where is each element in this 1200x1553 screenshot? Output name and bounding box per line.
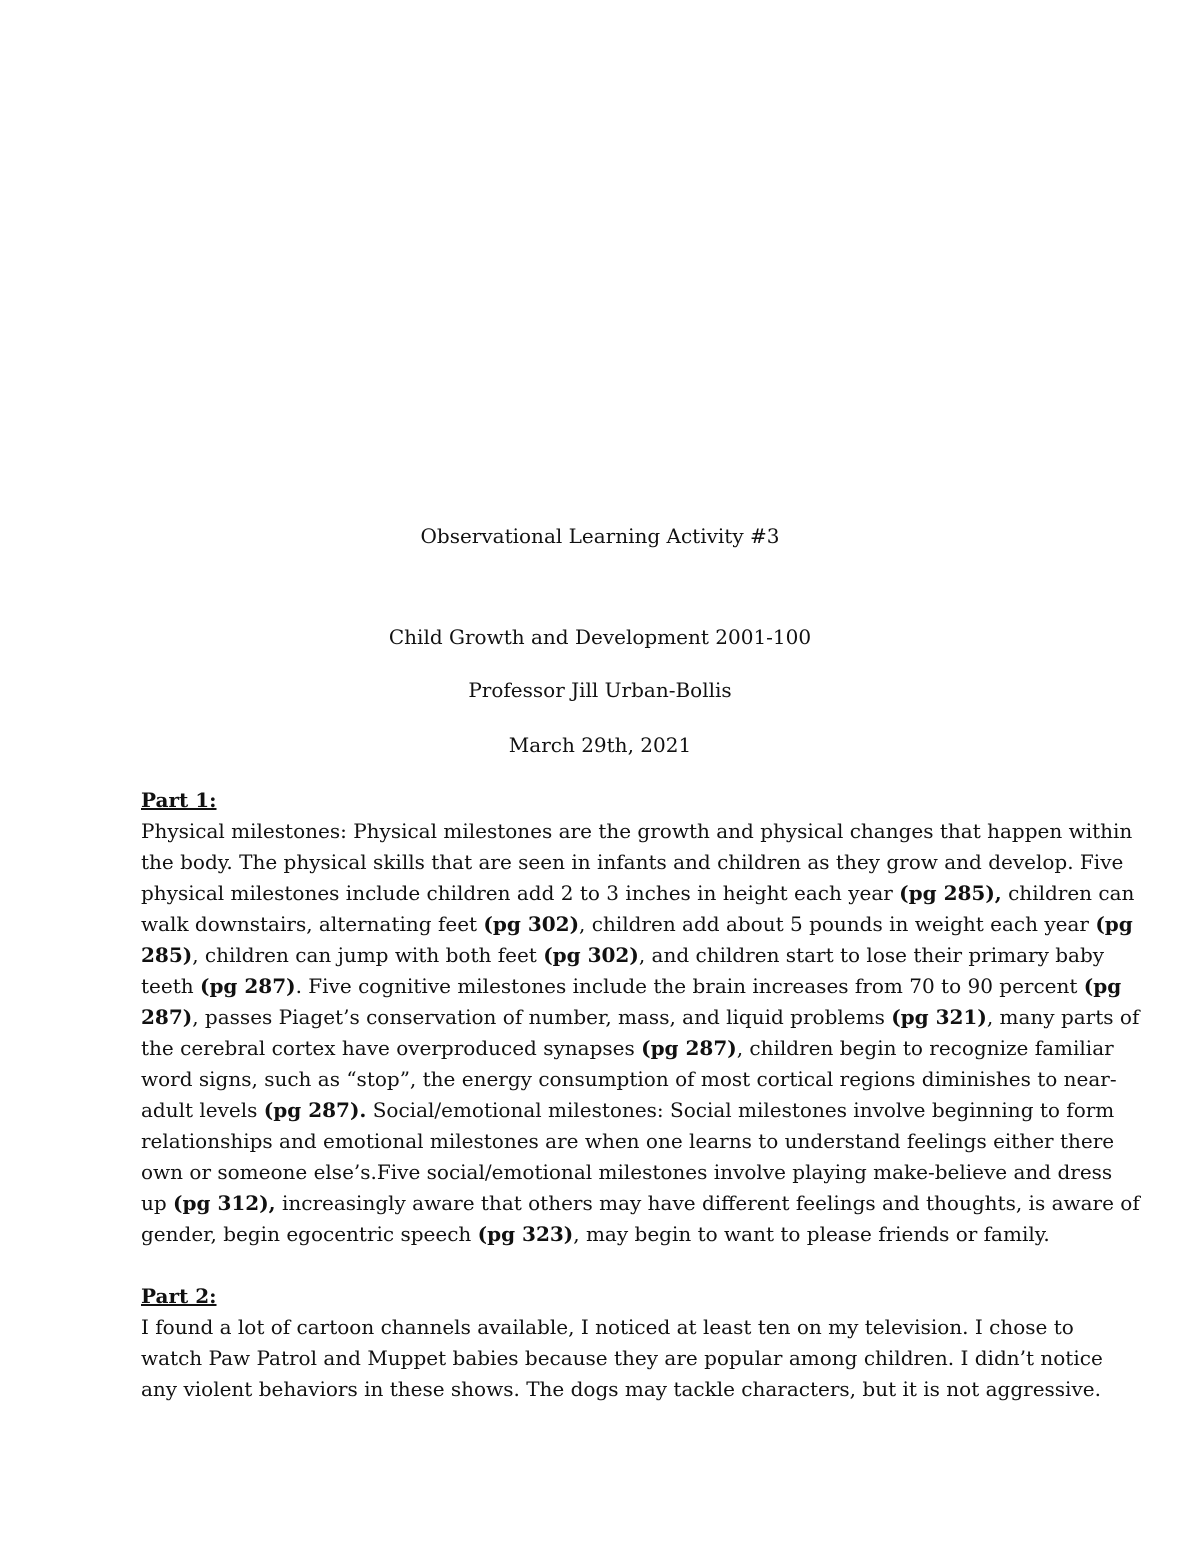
line-text: teeth xyxy=(141,974,200,998)
line-text: word signs, such as “stop”, the energy consumption of most cortical regions diminishes to near- xyxy=(141,1067,1117,1091)
page-citation: (pg 287) xyxy=(199,974,296,998)
part-1-heading: Part 1: xyxy=(141,788,217,812)
paragraph-line xyxy=(141,1033,1114,1064)
paragraph-line xyxy=(141,971,1122,1002)
page-citation: 287) xyxy=(141,1005,193,1029)
line-text: , may begin to want to please friends or family. xyxy=(573,1222,1050,1246)
paragraph-line xyxy=(141,816,1133,847)
page-citation: (pg 302) xyxy=(543,943,639,967)
line-text: the body. The physical skills that are seen in infants and children as they grow and develop. Five xyxy=(141,850,1124,874)
line-text: gender, begin egocentric speech xyxy=(141,1222,478,1246)
line-text: , children can jump with both feet xyxy=(192,943,544,967)
line-text: , children add about 5 pounds in weight each year xyxy=(579,912,1096,936)
page-citation: (pg 285), xyxy=(899,881,1002,905)
paragraph-line xyxy=(141,878,1135,909)
paragraph-line xyxy=(141,1188,1140,1219)
paragraph-line xyxy=(141,1219,1061,1250)
part-2-heading: Part 2: xyxy=(141,1284,217,1308)
part-2-body xyxy=(141,1312,1103,1405)
document-title: Observational Learning Activity #3 xyxy=(420,524,780,548)
paragraph-line xyxy=(141,847,1124,878)
line-text: walk downstairs, alternating feet xyxy=(141,912,484,936)
page-citation: (pg xyxy=(1083,974,1122,998)
paragraph-line xyxy=(141,1312,1074,1343)
part-1-body xyxy=(141,816,1140,1250)
line-text: relationships and emotional milestones are when one learns to understand feelings either there xyxy=(141,1129,1115,1153)
line-text: Social/emotional milestones: Social milestones involve beginning to form xyxy=(366,1098,1115,1122)
submission-date: March 29th, 2021 xyxy=(508,733,692,757)
line-text: the cerebral cortex have overproduced synapses xyxy=(141,1036,642,1060)
part-1-section xyxy=(141,786,1140,1250)
line-text: . Five cognitive milestones include the brain increases from 70 to 90 percent xyxy=(295,974,1084,998)
line-text: physical milestones include children add 2 to 3 inches in height each year xyxy=(141,881,900,905)
line-text: , many parts of xyxy=(986,1005,1140,1029)
professor-name: Professor Jill Urban-Bollis xyxy=(468,678,732,702)
paragraph-line xyxy=(141,1002,1140,1033)
line-text: I found a lot of cartoon channels available, I noticed at least ten on my television. I chose to xyxy=(141,1315,1074,1339)
paragraph-line xyxy=(141,1064,1117,1095)
page-citation: (pg 287). xyxy=(263,1098,367,1122)
paragraph-line xyxy=(141,909,1133,940)
page-citation: (pg 323) xyxy=(477,1222,574,1246)
line-text: adult levels xyxy=(141,1098,264,1122)
line-text: increasingly aware that others may have different feelings and thoughts, is aware of xyxy=(275,1191,1140,1215)
line-text: Physical milestones: Physical milestones are the growth and physical changes that happen within xyxy=(141,819,1133,843)
paragraph-line xyxy=(141,1095,1115,1126)
line-text: , children begin to recognize familiar xyxy=(736,1036,1114,1060)
page-citation: 285) xyxy=(141,943,193,967)
paragraph-line xyxy=(141,1157,1113,1188)
page-citation: (pg xyxy=(1095,912,1133,936)
page-citation: (pg 321) xyxy=(891,1005,987,1029)
course-name: Child Growth and Development 2001-100 xyxy=(388,625,812,649)
paragraph-line xyxy=(141,1343,1103,1374)
paragraph-line xyxy=(141,940,1105,971)
paragraph-line xyxy=(141,1126,1115,1157)
line-text: own or someone else’s.Five social/emotional milestones involve playing make-believe and dress xyxy=(141,1160,1113,1184)
line-text: , passes Piaget’s conservation of number, mass, and liquid problems xyxy=(192,1005,892,1029)
line-text: , and children start to lose their primary baby xyxy=(638,943,1105,967)
page-citation: (pg 302) xyxy=(483,912,580,936)
paragraph-line xyxy=(141,1374,1101,1405)
page-citation: (pg 287) xyxy=(641,1036,737,1060)
line-text: children can xyxy=(1001,881,1135,905)
line-text: any violent behaviors in these shows. The dogs may tackle characters, but it is not aggressive. xyxy=(141,1377,1101,1401)
line-text: up xyxy=(141,1191,174,1215)
page-citation: (pg 312), xyxy=(173,1191,276,1215)
part-2-section xyxy=(141,1282,1103,1405)
line-text: watch Paw Patrol and Muppet babies because they are popular among children. I didn’t notice xyxy=(141,1346,1103,1370)
